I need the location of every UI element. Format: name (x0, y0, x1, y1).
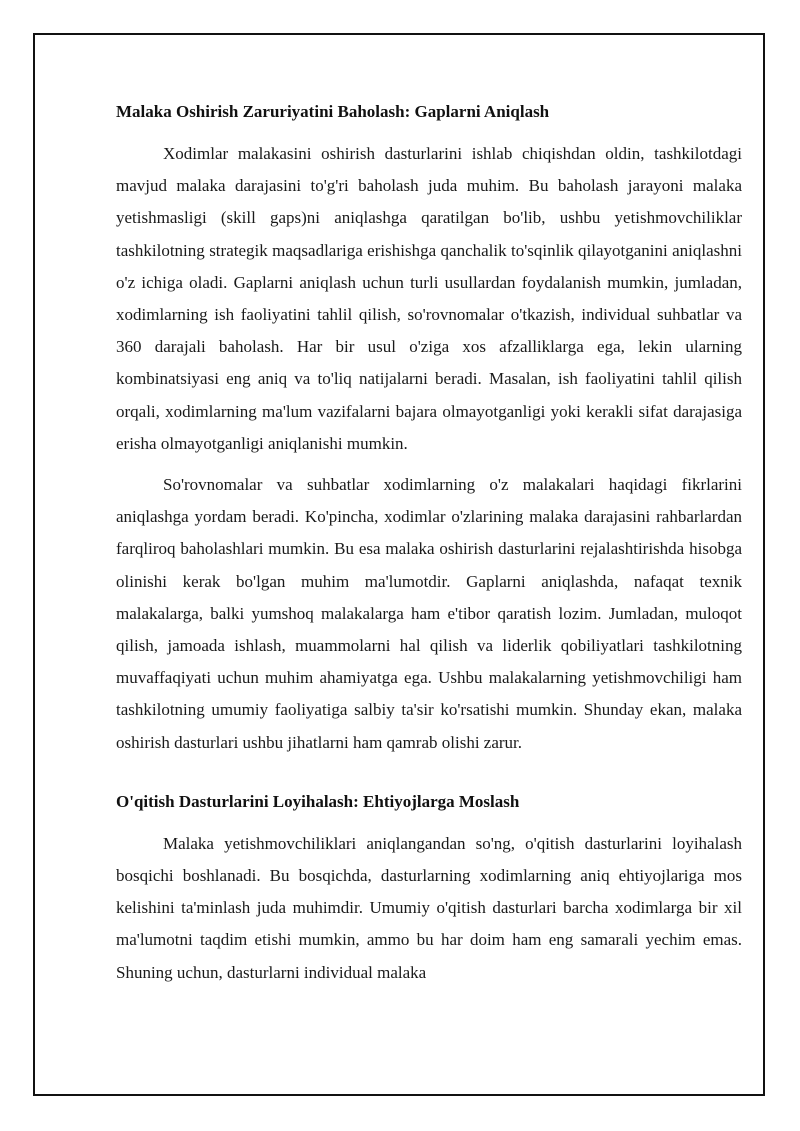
paragraph-assessment-1: Xodimlar malakasini oshirish dasturlarini ishlab chiqishdan oldin, tashkilotdagi mavjud malaka darajasini to'g'ri baholash juda muhim. Bu baholash jarayoni malaka yetishmasligi (skill gaps)ni aniqlashga qaratilgan bo'lib, ushbu yetishmovchiliklar tashkilotning strategik maqsadlariga erishishga qanchalik to'sqinlik qilayotganini aniqlashni o'z ichiga oladi. Gaplarni aniqlash uchun turli usullardan foydalanish mumkin, jumladan, xodimlarning ish faoliyatini tahlil qilish, so'rovnomalar o'tkazish, individual suhbatlar va 360 darajali baholash. Har bir usul o'ziga xos afzalliklarga ega, lekin ularning kombinatsiyasi eng aniq va to'liq natijalarni beradi. Masalan, ish faoliyatini tahlil qilish orqali, xodimlarning ma'lum vazifalarni bajara olmayotganligi yoki kerakli sifat darajasiga erisha olmayotganligi aniqlanishi mumkin. (116, 144, 742, 453)
document-body (116, 98, 742, 998)
section-heading-design: O'qitish Dasturlarini Loyihalash: Ehtiyojlarga Moslash (116, 791, 520, 811)
section-spacer (116, 768, 742, 788)
paragraph-design-1: Malaka yetishmovchiliklari aniqlangandan so'ng, o'qitish dasturlarini loyihalash bosqichi boshlanadi. Bu bosqichda, dasturlarning xodimlarning aniq ehtiyojlariga mos kelishini ta'minlash juda muhimdir. Umumiy o'qitish dasturlari barcha xodimlarga bir xil ma'lumotni taqdim etishi mumkin, ammo bu har doim ham eng samarali yechim emas. Shuning uchun, dasturlarni individual malaka (116, 833, 742, 982)
paragraph-assessment-2: So'rovnomalar va suhbatlar xodimlarning o'z malakalari haqidagi fikrlarini aniqlashga yordam beradi. Ko'pincha, xodimlar o'zlarining malaka darajasini rahbarlardan farqliroq baholashlari mumkin. Bu esa malaka oshirish dasturlarini rejalashtirishda hisobga olinishi kerak bo'lgan muhim ma'lumotdir. Gaplarni aniqlashda, nafaqat texnik malakalarga, balki yumshoq malakalarga ham e'tibor qaratish lozim. Jumladan, muloqot qilish, jamoada ishlash, muammolarni hal qilish va liderlik qobiliyatlari tashkilotning muvaffaqiyati uchun muhim ahamiyatga ega. Ushbu malakalarning yetishmovchiligi ham tashkilotning umumiy faoliyatiga salbiy ta'sir ko'rsatishi mumkin. Shunday ekan, malaka oshirish dasturlari ushbu jihatlarni ham qamrab olishi zarur. (116, 475, 742, 752)
section-heading-assessment: Malaka Oshirish Zaruriyatini Baholash: Gaplarni Aniqlash (116, 102, 550, 121)
